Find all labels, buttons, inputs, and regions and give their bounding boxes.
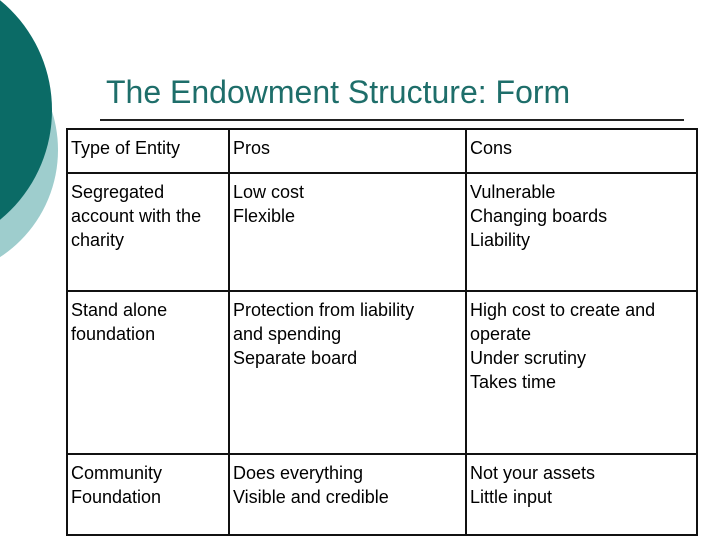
header-cell-cons: Cons	[466, 129, 697, 173]
cons-cell: High cost to create and operate Under scrutiny Takes time	[466, 291, 697, 454]
table-row	[67, 454, 697, 535]
endowment-table	[66, 128, 698, 536]
entity-cell: Stand alone foundation	[67, 291, 229, 454]
entity-cell: Community Foundation	[67, 454, 229, 535]
cons-cell: Not your assets Little input	[466, 454, 697, 535]
table-header-row	[67, 129, 697, 173]
pros-cell: Low cost Flexible	[229, 173, 466, 291]
decorative-circle-dark	[0, 0, 52, 252]
pros-cell: Protection from liability and spending Separate board	[229, 291, 466, 454]
slide-title: The Endowment Structure: Form	[106, 74, 571, 110]
table-row	[67, 173, 697, 291]
cons-cell: Vulnerable Changing boards Liability	[466, 173, 697, 291]
table-row	[67, 291, 697, 454]
decorative-circle-light	[0, 22, 58, 278]
pros-cell: Does everything Visible and credible	[229, 454, 466, 535]
entity-cell: Segregated account with the charity	[67, 173, 229, 291]
header-cell-pros: Pros	[229, 129, 466, 173]
title-underline	[100, 119, 684, 121]
header-cell-type-of-entity: Type of Entity	[67, 129, 229, 173]
